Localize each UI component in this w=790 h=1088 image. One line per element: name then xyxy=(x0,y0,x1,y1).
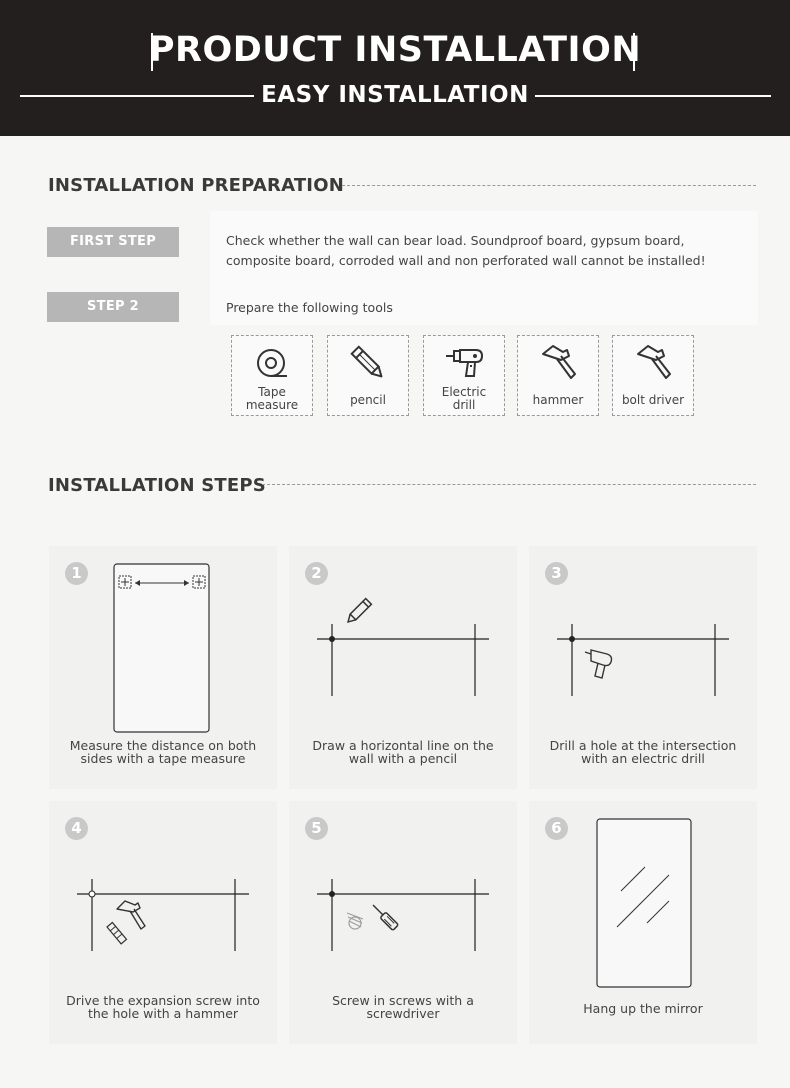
caption-line1: Drive the expansion screw into xyxy=(66,993,260,1008)
caption-line1: Drill a hole at the intersection xyxy=(549,738,737,753)
step-number-badge: 2 xyxy=(305,562,328,585)
first-step-text xyxy=(226,231,706,271)
step-number-badge: 3 xyxy=(545,562,568,585)
step-card-5 xyxy=(289,801,517,1044)
step-number-badge: 5 xyxy=(305,817,328,840)
caption-line1: Measure the distance on both xyxy=(69,738,257,753)
pencil-icon xyxy=(328,342,408,384)
electric-drill-icon xyxy=(424,342,504,384)
caption-line2: screwdriver xyxy=(366,1006,440,1021)
preparation-divider xyxy=(342,185,756,186)
hammer-icon xyxy=(518,342,598,384)
step-2-text: Prepare the following tools xyxy=(226,300,393,315)
caption-line1: Screw in screws with a xyxy=(332,993,474,1008)
step-caption xyxy=(289,994,517,1020)
hammer-icon xyxy=(613,342,693,384)
tool-label-electric-drill xyxy=(424,386,504,412)
screwdriver-icon xyxy=(370,902,398,930)
installation-steps-divider xyxy=(262,484,756,485)
step-number-badge: 1 xyxy=(65,562,88,585)
page-subtitle: EASY INSTALLATION xyxy=(261,82,529,108)
tool-hammer xyxy=(517,335,599,416)
electric-drill-icon xyxy=(585,650,612,678)
mirror-outline xyxy=(597,819,691,987)
step-card-6 xyxy=(529,801,757,1044)
step-caption xyxy=(49,739,277,765)
caption-line2: wall with a pencil xyxy=(348,751,458,766)
first-step-text-line2: composite board, corroded wall and non perforated wall cannot be installed! xyxy=(226,253,706,268)
tool-pencil xyxy=(327,335,409,416)
step-card-3 xyxy=(529,546,757,789)
tool-label-hammer: hammer xyxy=(532,393,584,407)
page-title: PRODUCT INSTALLATION xyxy=(148,30,642,70)
step-caption xyxy=(49,994,277,1020)
tool-label-line2: measure xyxy=(245,398,299,412)
first-step-text-line1: Check whether the wall can bear load. Soundproof board, gypsum board, xyxy=(226,233,685,248)
header-banner xyxy=(0,0,790,136)
step-card-1 xyxy=(49,546,277,789)
tool-label-line1: Tape xyxy=(258,385,286,399)
tool-bolt-driver xyxy=(612,335,694,416)
caption-line1: Draw a horizontal line on the xyxy=(312,738,494,753)
caption-line2: the hole with a hammer xyxy=(87,1006,239,1021)
caption-line2: sides with a tape measure xyxy=(80,751,246,766)
first-step-badge: FIRST STEP xyxy=(47,227,179,257)
screw-icon xyxy=(347,913,363,929)
step-card-4 xyxy=(49,801,277,1044)
tool-label-bolt-driver: bolt driver xyxy=(621,393,685,407)
tool-electric-drill xyxy=(423,335,505,416)
mirror-outline xyxy=(114,564,209,732)
preparation-title: INSTALLATION PREPARATION xyxy=(48,175,344,196)
hammer-icon xyxy=(117,901,145,929)
caption-line2: with an electric drill xyxy=(581,751,705,766)
tool-label-tape-measure xyxy=(232,386,312,412)
pencil-icon xyxy=(345,599,371,625)
tool-tape-measure xyxy=(231,335,313,416)
step-number-badge: 6 xyxy=(545,817,568,840)
step-caption xyxy=(529,739,757,765)
step-card-2 xyxy=(289,546,517,789)
tool-label-line1: Electric xyxy=(441,385,487,399)
step-number-badge: 4 xyxy=(65,817,88,840)
tool-label-pencil: pencil xyxy=(350,393,386,407)
step-caption xyxy=(289,739,517,765)
installation-steps-title: INSTALLATION STEPS xyxy=(48,475,266,496)
step-caption: Hang up the mirror xyxy=(583,1001,703,1016)
step-2-badge: STEP 2 xyxy=(47,292,179,322)
expansion-screw-icon xyxy=(107,923,127,944)
tape-measure-icon xyxy=(232,342,312,384)
tool-label-line2: drill xyxy=(452,398,476,412)
